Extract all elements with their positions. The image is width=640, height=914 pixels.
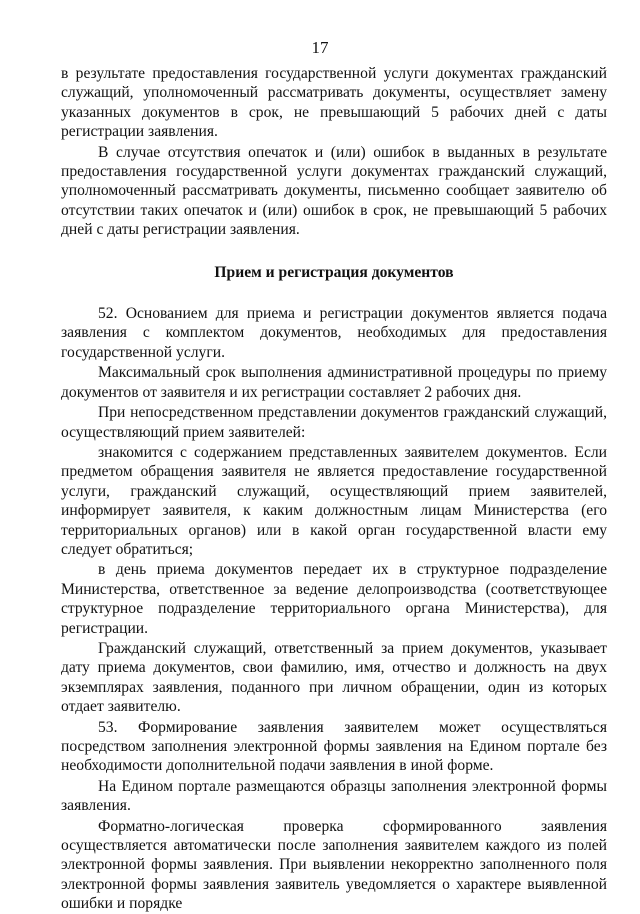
paragraph-transfer-documents: в день приема документов передает их в структурное подразделение Министерства, ответственное за ведение делопроизводства (соответствующее структурное подразделение территориального органа Министерства), для регистрации. (61, 561, 607, 637)
paragraph-direct-submission: При непосредственном представлении документов гражданский служащий, осуществляющий прием заявителей: (61, 404, 607, 441)
paragraph-acceptance-mark: Гражданский служащий, ответственный за прием документов, указывает дату приема документов, свои фамилию, имя, отчество и должность на двух экземплярах заявления, поданного при личном обращении, один из которых отдает заявителю. (61, 639, 607, 716)
document-body (61, 64, 607, 914)
section-heading: Прием и регистрация документов (214, 263, 454, 281)
page-number: 17 (311, 38, 329, 57)
paragraph-no-errors: В случае отсутствия опечаток и (или) ошибок в выданных в результате предоставления государственной услуги документах гражданский служащий, уполномоченный рассматривать документы, письменно сообщает заявителю об отсутствии таких опечаток и (или) ошибок в срок, не превышающий 5 рабочих дней с даты регистрации заявления. (61, 143, 607, 239)
paragraph-review-contents: знакомится с содержанием представленных заявителем документов. Если предметом обращения заявителя не является предоставление государственной услуги, гражданский служащий, осуществляющий прием заявителей, информирует заявителя, к каким должностным лицам Министерства (его территориальных органов) или в какой орган государственной власти ему следует обратиться; (61, 443, 607, 558)
paragraph-format-check: Форматно-логическая проверка сформированного заявления осуществляется автоматически после заполнения заявителем каждого из полей электронной формы заявления. При выявлении некорректно заполненного поля электронной формы заявления заявитель уведомляется о характере выявленной ошибки и порядке (61, 817, 607, 913)
paragraph-continuation: в результате предоставления государственной услуги документах гражданский служащий, уполномоченный рассматривать документы, осуществляет замену указанных документов в срок, не превышающий 5 рабочих дней с даты регистрации заявления. (61, 65, 607, 141)
paragraph-53: 53. Формирование заявления заявителем может осуществляться посредством заполнения электронной формы заявления на Едином портале без необходимости дополнительной подачи заявления в иной форме. (61, 718, 607, 775)
paragraph-max-term: Максимальный срок выполнения административной процедуры по приему документов от заявителя и их регистрации составляет 2 рабочих дня. (61, 364, 607, 401)
paragraph-52: 52. Основанием для приема и регистрации документов является подача заявления с комплектом документов, необходимых для предоставления государственной услуги. (61, 305, 607, 361)
paragraph-portal-samples: На Едином портале размещаются образцы заполнения электронной формы заявления. (61, 777, 607, 815)
